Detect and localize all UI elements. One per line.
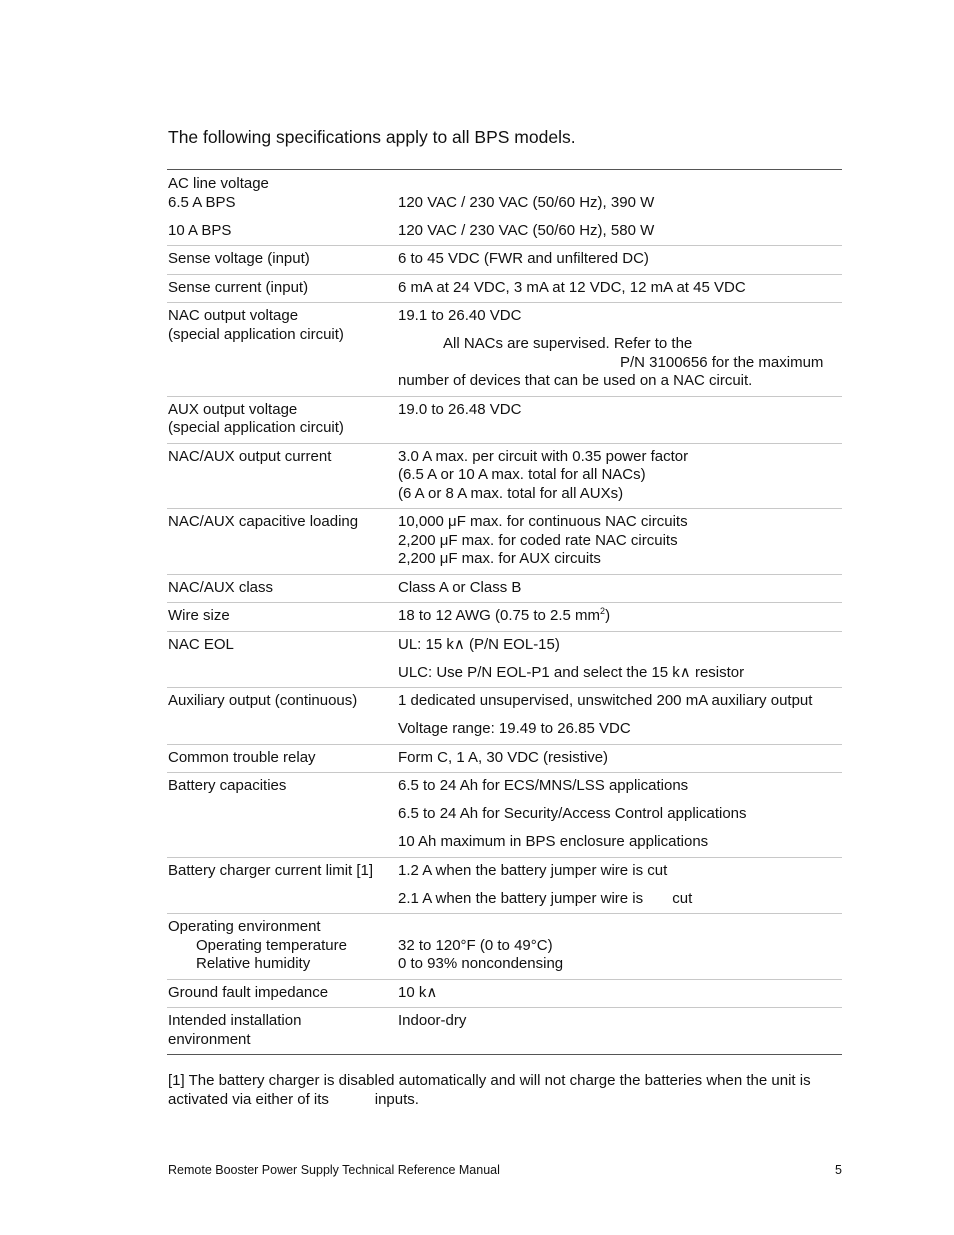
spec-label: NAC/AUX class [168, 578, 274, 596]
spec-label: Battery capacities [168, 777, 287, 794]
spec-value: 6.5 to 24 Ah for Security/Access Control applications [398, 805, 747, 822]
spec-sublabel: 6.5 A BPS [168, 193, 236, 211]
spec-row-nac-aux-class [167, 575, 842, 604]
spec-value: UL: 15 k∧ (P/N EOL-15) [398, 635, 560, 653]
spec-label: (special application circuit) [168, 325, 344, 343]
spec-label: AC line voltage [168, 175, 269, 192]
spec-value: Class A or Class B [398, 578, 522, 596]
spec-label: Operating environment [168, 918, 321, 935]
spec-sublabel: 10 A BPS [168, 221, 232, 239]
spec-value: 6 to 45 VDC (FWR and unfiltered DC) [398, 250, 649, 267]
spec-label: Common trouble relay [168, 748, 316, 766]
spec-row-wire-size [167, 603, 842, 632]
spec-value: 10 k∧ [398, 983, 438, 1001]
spec-value: (6 A or 8 A max. total for all AUXs) [398, 484, 624, 502]
spec-value: ULC: Use P/N EOL-P1 and select the 15 k∧ resistor [398, 663, 745, 681]
spec-value: 10 Ah maximum in BPS enclosure applications [398, 833, 709, 850]
spec-note: P/N 3100656 for the maximum [620, 353, 824, 371]
spec-row-nac-eol [167, 632, 842, 689]
spec-label: Sense voltage (input) [168, 250, 310, 267]
spec-value: Voltage range: 19.49 to 26.85 VDC [398, 720, 631, 737]
spec-row-charger-current-limit [167, 858, 842, 915]
spec-value: (6.5 A or 10 A max. total for all NACs) [398, 466, 646, 483]
spec-value: 1 dedicated unsupervised, unswitched 200 mA auxiliary output [398, 692, 813, 709]
spec-label: NAC/AUX output current [168, 447, 332, 465]
footnote-line: activated via either of its inputs. [168, 1090, 419, 1108]
spec-value: 120 VAC / 230 VAC (50/60 Hz), 580 W [398, 221, 655, 239]
page-footer [168, 1163, 842, 1177]
specifications-table [167, 169, 842, 1055]
spec-label: Auxiliary output (continuous) [168, 692, 358, 709]
spec-label: Battery charger current limit [1] [168, 861, 374, 879]
spec-label: AUX output voltage [168, 400, 298, 418]
footer-title: Remote Booster Power Supply Technical Reference Manual [168, 1163, 500, 1177]
spec-row-nac-aux-capacitive-loading [167, 509, 842, 575]
spec-label: Ground fault impedance [168, 983, 329, 1001]
spec-value: 120 VAC / 230 VAC (50/60 Hz), 390 W [398, 193, 655, 211]
spec-label: NAC/AUX capacitive loading [168, 513, 359, 530]
spec-label: (special application circuit) [168, 419, 344, 436]
spec-row-sense-current [167, 275, 842, 304]
page-number: 5 [835, 1163, 842, 1177]
spec-row-ground-fault-impedance [167, 980, 842, 1009]
spec-value: 6 mA at 24 VDC, 3 mA at 12 VDC, 12 mA at 45 VDC [398, 278, 746, 296]
spec-value: 32 to 120°F (0 to 49°C) [398, 936, 553, 954]
spec-value: 19.0 to 26.48 VDC [398, 400, 522, 418]
spec-value: 0 to 93% noncondensing [398, 955, 564, 972]
intro-text: The following specifications apply to all BPS models. [168, 127, 576, 147]
footnote [168, 1072, 848, 1109]
spec-note: All NACs are supervised. Refer to the [443, 335, 693, 352]
spec-sublabel: Operating temperature [196, 936, 347, 954]
spec-value: 19.1 to 26.40 VDC [398, 307, 522, 324]
spec-row-operating-environment [167, 914, 842, 980]
spec-value: 2.1 A when the battery jumper wire is cut [398, 889, 693, 907]
spec-value: 2,200 μF max. for AUX circuits [398, 550, 601, 567]
spec-value: Indoor-dry [398, 1012, 467, 1029]
spec-value: Form C, 1 A, 30 VDC (resistive) [398, 748, 609, 766]
spec-value: 18 to 12 AWG (0.75 to 2.5 $mm^2$) [398, 606, 611, 624]
spec-value: 10,000 μF max. for continuous NAC circuits [398, 513, 688, 530]
spec-row-ac-line-voltage [167, 170, 842, 246]
spec-row-aux-output-voltage [167, 397, 842, 444]
spec-label: NAC output voltage [168, 307, 299, 324]
spec-value: 6.5 to 24 Ah for ECS/MNS/LSS applications [398, 777, 689, 794]
spec-row-nac-output-voltage [167, 303, 842, 397]
spec-label: environment [168, 1030, 251, 1048]
spec-row-common-trouble-relay [167, 745, 842, 774]
spec-row-installation-environment [167, 1008, 842, 1054]
spec-label: Sense current (input) [168, 278, 309, 296]
spec-label: Wire size [168, 607, 230, 624]
spec-row-battery-capacities [167, 773, 842, 858]
spec-value: 3.0 A max. per circuit with 0.35 power factor [398, 447, 689, 465]
spec-row-auxiliary-output [167, 688, 842, 745]
spec-label: NAC EOL [168, 635, 234, 653]
footnote-line: [1] The battery charger is disabled automatically and will not charge the batteries when the unit is [168, 1072, 811, 1089]
spec-row-sense-voltage [167, 246, 842, 275]
spec-note: number of devices that can be used on a NAC circuit. [398, 372, 753, 389]
spec-value: 1.2 A when the battery jumper wire is cut [398, 861, 668, 879]
spec-row-nac-aux-output-current [167, 444, 842, 510]
spec-sublabel: Relative humidity [196, 955, 311, 972]
spec-value: 2,200 μF max. for coded rate NAC circuits [398, 531, 678, 549]
spec-label: Intended installation [168, 1012, 302, 1029]
